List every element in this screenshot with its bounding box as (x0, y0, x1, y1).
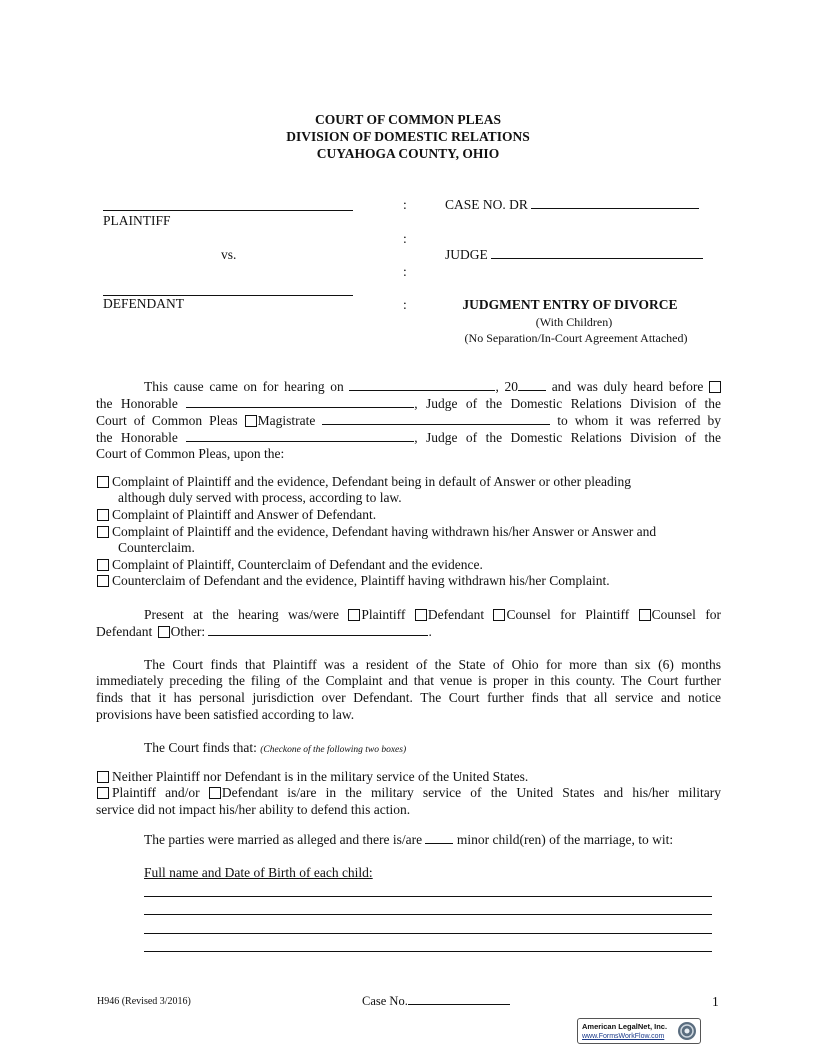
upon-option-answer (97, 507, 376, 524)
residency-line-4: provisions have been satisfied according to law. (96, 707, 355, 722)
children-count-field[interactable] (425, 831, 453, 844)
option-checkbox[interactable] (97, 509, 109, 521)
upon-option-withdrawn-answer-cont: Counterclaim. (118, 540, 195, 555)
judge-row (445, 246, 703, 264)
children-text: The parties were married as alleged and there is/are (144, 832, 423, 847)
option-text: Complaint of Plaintiff, Counterclaim of Defendant and the evidence. (112, 557, 483, 572)
present-text: . (428, 624, 432, 639)
upon-option-default (97, 474, 631, 491)
vs-label: vs. (221, 247, 237, 262)
present-text: Counsel for Plaintiff (506, 607, 630, 622)
military-option-service (97, 785, 721, 802)
entry-title: JUDGMENT ENTRY OF DIVORCE (462, 297, 678, 312)
entry-subtitle-agreement: (No Separation/In-Court Agreement Attached) (464, 331, 688, 345)
hearing-line-1 (144, 378, 721, 396)
hearing-text: the Honorable (96, 396, 178, 411)
hearing-line-4 (96, 429, 721, 447)
option-checkbox[interactable] (97, 526, 109, 538)
military-text: Plaintiff and/or (112, 785, 200, 800)
magistrate-checkbox[interactable] (245, 415, 257, 427)
hearing-text: the Honorable (96, 430, 178, 445)
hearing-text: , Judge of the Domestic Relations Division of the (414, 396, 722, 411)
logo-company: American LegalNet, Inc. (582, 1022, 668, 1031)
present-text: Plaintiff (361, 607, 406, 622)
judge-field[interactable] (491, 246, 703, 259)
option-text: Complaint of Plaintiff and Answer of Defendant. (112, 507, 377, 522)
residency-line-2: immediately preceding the filing of the Complaint and that venue is proper in this county. The Court further (96, 673, 721, 688)
option-text: Counterclaim of Defendant and the evidence, Plaintiff having withdrawn his/her Complaint. (112, 573, 610, 588)
page-number: 1 (712, 994, 719, 1009)
hearing-line-2 (96, 395, 721, 413)
military-text: Defendant is/are in the military service of the United States and his/her military (221, 785, 721, 800)
hearing-text: to whom it was referred by (557, 413, 722, 428)
military-defendant-checkbox[interactable] (209, 787, 221, 799)
present-plaintiff-checkbox[interactable] (348, 609, 360, 621)
military-option-service-cont: service did not impact his/her ability to defend this action. (96, 802, 411, 817)
plaintiff-label: PLAINTIFF (103, 213, 171, 228)
present-defendant-checkbox[interactable] (415, 609, 427, 621)
military-plaintiff-checkbox[interactable] (97, 787, 109, 799)
defendant-label: DEFENDANT (103, 296, 184, 311)
judge-checkbox[interactable] (709, 381, 721, 393)
court-name: COURT OF COMMON PLEAS (315, 112, 501, 127)
children-text: minor child(ren) of the marriage, to wit: (456, 832, 674, 847)
honorable-judge-field[interactable] (186, 395, 414, 408)
case-no-field[interactable] (531, 196, 699, 209)
children-line (144, 831, 673, 849)
case-no-label: CASE NO. DR (445, 197, 528, 212)
present-text: Defendant (96, 624, 153, 639)
publisher-logo[interactable] (577, 1018, 701, 1044)
hearing-text: , 20 (495, 379, 518, 394)
present-text: Counsel for (651, 607, 722, 622)
option-checkbox[interactable] (97, 476, 109, 488)
present-text: Other: (170, 624, 206, 639)
present-line-1 (144, 607, 721, 624)
upon-option-withdrawn-answer (97, 524, 656, 541)
plaintiff-name-field[interactable] (103, 210, 353, 211)
footer-case-label: Case No. (362, 994, 408, 1008)
child-entry-line[interactable] (144, 914, 712, 915)
caption-colon: : (403, 297, 407, 312)
hearing-text: Court of Common Pleas (96, 413, 238, 428)
division-name: DIVISION OF DOMESTIC RELATIONS (286, 129, 530, 144)
hearing-line-5: Court of Common Pleas, upon the: (96, 446, 285, 461)
military-text: Neither Plaintiff nor Defendant is in the military service of the United States. (112, 769, 529, 784)
residency-line-3: finds that it has personal jurisdiction over Defendant. The Court further finds that all service and notice (96, 690, 721, 705)
military-instruction: (Checkone of the following two boxes) (260, 745, 407, 755)
footer-case-field[interactable] (408, 994, 510, 1005)
globe-icon (677, 1021, 697, 1041)
upon-option-withdrawn-complaint (97, 573, 610, 590)
child-entry-line[interactable] (144, 896, 712, 897)
hearing-text: , Judge of the Domestic Relations Division of the (414, 430, 722, 445)
entry-subtitle-children: (With Children) (535, 315, 613, 329)
present-line-2 (96, 623, 432, 641)
judge-label: JUDGE (445, 247, 488, 262)
hearing-year-field[interactable] (518, 378, 546, 391)
upon-option-default-cont: although duly served with process, according to law. (118, 490, 402, 505)
present-other-checkbox[interactable] (158, 626, 170, 638)
present-text: Defendant (427, 607, 485, 622)
residency-line-1: The Court finds that Plaintiff was a resident of the State of Ohio for more than six (6) months (144, 657, 721, 672)
logo-url[interactable]: www.FormsWorkFlow.com (582, 1033, 665, 1040)
present-text: Present at the hearing was/were (144, 607, 340, 622)
hearing-text: Magistrate (257, 413, 316, 428)
present-other-field[interactable] (208, 623, 428, 636)
caption-colon: : (403, 264, 407, 279)
form-id: H946 (Revised 3/2016) (97, 996, 191, 1007)
military-lead: The Court finds that: (144, 740, 257, 755)
option-text: Complaint of Plaintiff and the evidence, Defendant being in default of Answer or other pleading (112, 474, 631, 489)
hearing-text: and was duly heard before (551, 379, 704, 394)
present-counsel-defendant-checkbox[interactable] (639, 609, 651, 621)
military-neither-checkbox[interactable] (97, 771, 109, 783)
hearing-text: This cause came on for hearing on (144, 379, 344, 394)
option-checkbox[interactable] (97, 559, 109, 571)
option-text: Complaint of Plaintiff and the evidence, Defendant having withdrawn his/her Answer or Answer and (112, 524, 657, 539)
military-option-neither (97, 769, 528, 786)
military-heading (144, 740, 406, 759)
case-number-row (445, 196, 699, 214)
upon-option-counterclaim (97, 557, 483, 574)
caption-colon: : (403, 231, 407, 246)
hearing-date-field[interactable] (349, 378, 495, 391)
footer-case-no (362, 993, 510, 1010)
magistrate-name-field[interactable] (322, 412, 550, 425)
caption-colon: : (403, 197, 407, 212)
child-entry-line[interactable] (144, 951, 712, 952)
referring-judge-field[interactable] (186, 429, 414, 442)
option-checkbox[interactable] (97, 575, 109, 587)
children-list-heading: Full name and Date of Birth of each child: (144, 865, 373, 880)
hearing-line-3 (96, 412, 721, 430)
child-entry-line[interactable] (144, 933, 712, 934)
county-name: CUYAHOGA COUNTY, OHIO (316, 146, 500, 161)
present-counsel-plaintiff-checkbox[interactable] (493, 609, 505, 621)
